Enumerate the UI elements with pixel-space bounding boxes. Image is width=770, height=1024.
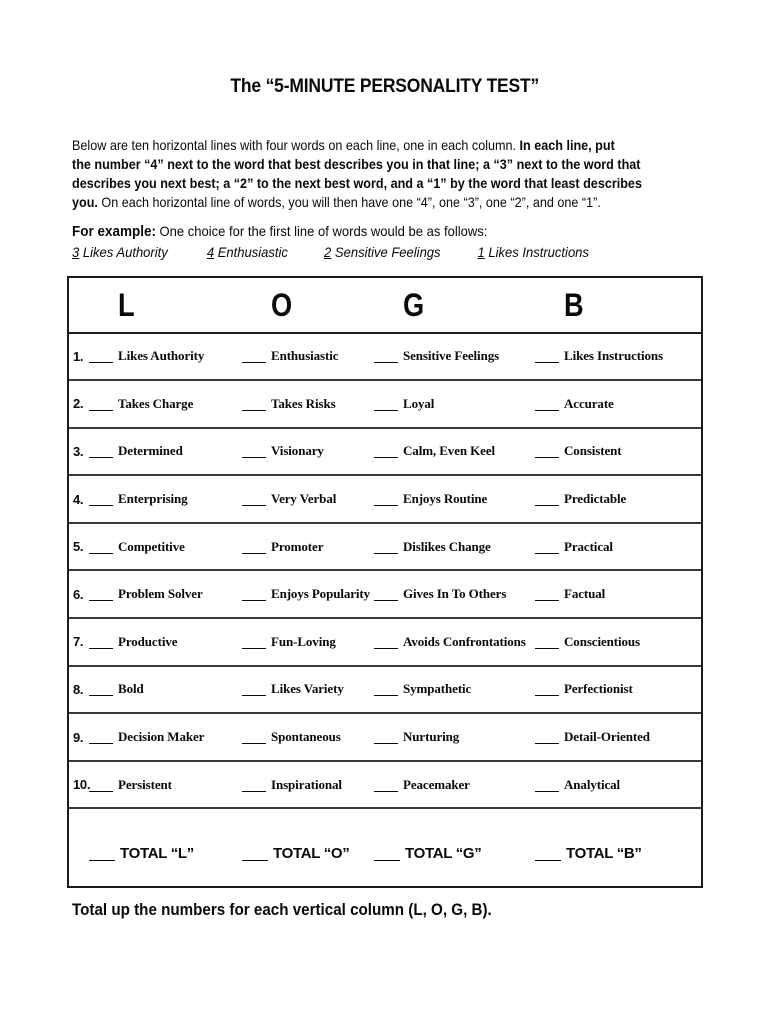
intro-text: On each horizontal line of words, you will then have one “4”, one “3”, one “2”, and one “1”. (97, 194, 601, 210)
trait-cell-l (89, 680, 242, 698)
row-number: 1. (73, 348, 84, 364)
row-number: 5. (73, 539, 84, 555)
trait-word: Visionary (271, 443, 324, 459)
intro-line (72, 193, 700, 212)
answer-blank[interactable] (89, 778, 113, 792)
trait-word: Avoids Confrontations (403, 633, 526, 649)
answer-blank[interactable] (374, 778, 398, 792)
trait-cell-g (374, 680, 535, 698)
trait-cell-l (89, 776, 242, 794)
trait-word: Gives In To Others (403, 586, 507, 602)
total-blank[interactable] (374, 847, 400, 861)
trait-word: Very Verbal (271, 491, 337, 507)
trait-cell-l (89, 490, 242, 508)
trait-cell-g (374, 347, 535, 365)
answer-blank[interactable] (535, 682, 559, 696)
example-item (477, 243, 588, 262)
trait-cell-o (242, 538, 374, 556)
intro-line (72, 155, 700, 174)
trait-word: Enthusiastic (271, 348, 339, 364)
trait-word: Likes Variety (271, 681, 344, 697)
answer-blank[interactable] (374, 349, 398, 363)
example-item (324, 243, 477, 262)
trait-cell-l (89, 728, 242, 746)
trait-word: Accurate (564, 395, 614, 411)
example-rank: 4 (206, 243, 215, 260)
answer-blank[interactable] (89, 397, 113, 411)
trait-word: Promoter (271, 538, 324, 554)
row-number: 10. (73, 777, 91, 793)
answer-blank[interactable] (535, 492, 559, 506)
intro-line (72, 136, 700, 155)
answer-blank[interactable] (89, 492, 113, 506)
table-header-row (69, 278, 701, 334)
row-number: 4. (73, 491, 84, 507)
trait-cell-o (242, 442, 374, 460)
answer-blank[interactable] (89, 444, 113, 458)
trait-word: Likes Instructions (564, 348, 663, 364)
table-row (69, 762, 701, 810)
answer-blank[interactable] (535, 778, 559, 792)
trait-word: Sensitive Feelings (403, 348, 500, 364)
answer-blank[interactable] (89, 730, 113, 744)
answer-blank[interactable] (374, 540, 398, 554)
trait-word: Practical (564, 538, 613, 554)
trait-cell-b (535, 538, 697, 556)
example-rank: 3 (72, 243, 80, 260)
trait-cell-b (535, 347, 697, 365)
example-label: For example: (72, 224, 156, 240)
trait-cell-b (535, 395, 697, 413)
answer-blank[interactable] (535, 540, 559, 554)
answer-blank[interactable] (89, 682, 113, 696)
trait-word: Enjoys Routine (403, 491, 488, 507)
table-row (69, 667, 701, 715)
trait-cell-g (374, 442, 535, 460)
answer-blank[interactable] (535, 349, 559, 363)
row-number: 7. (73, 634, 84, 650)
trait-word: Peacemaker (403, 776, 470, 792)
trait-cell-b (535, 633, 697, 651)
total-cell-o (242, 845, 374, 863)
answer-blank[interactable] (374, 397, 398, 411)
example-rank: 2 (324, 243, 332, 260)
answer-blank[interactable] (89, 540, 113, 554)
trait-cell-l (89, 347, 242, 365)
trait-word: Takes Risks (271, 395, 336, 411)
answer-blank[interactable] (242, 730, 266, 744)
trait-word: Competitive (118, 538, 185, 554)
trait-word: Nurturing (403, 729, 460, 745)
total-blank[interactable] (535, 847, 561, 861)
answer-blank[interactable] (374, 730, 398, 744)
answer-blank[interactable] (374, 587, 398, 601)
trait-word: Consistent (564, 443, 622, 459)
total-blank[interactable] (89, 847, 115, 861)
answer-blank[interactable] (89, 587, 113, 601)
trait-cell-o (242, 585, 374, 603)
trait-cell-g (374, 585, 535, 603)
intro-text-bold: In each line, put (519, 137, 615, 153)
example-lead-text: One choice for the first line of words would be as follows: (155, 223, 488, 239)
trait-word: Spontaneous (271, 729, 341, 745)
trait-cell-g (374, 633, 535, 651)
intro-paragraph (72, 136, 700, 212)
trait-cell-g (374, 538, 535, 556)
answer-blank[interactable] (374, 682, 398, 696)
table-row (69, 524, 701, 572)
trait-word: Persistent (118, 776, 172, 792)
trait-word: Determined (118, 443, 183, 459)
trait-word: Perfectionist (564, 681, 633, 697)
trait-cell-o (242, 776, 374, 794)
column-header-o: O (271, 286, 293, 323)
trait-word: Fun-Loving (271, 633, 336, 649)
answer-blank[interactable] (242, 349, 266, 363)
trait-cell-o (242, 395, 374, 413)
example-item (72, 243, 207, 262)
trait-word: Takes Charge (118, 395, 194, 411)
trait-cell-l (89, 538, 242, 556)
answer-blank[interactable] (535, 444, 559, 458)
trait-cell-g (374, 776, 535, 794)
intro-text-bold: describes you next best; a “2” to the next best word, and a “1” by the word that least describes (72, 175, 642, 191)
trait-cell-l (89, 585, 242, 603)
trait-cell-b (535, 490, 697, 508)
trait-cell-b (535, 585, 697, 603)
trait-word: Loyal (403, 395, 435, 411)
trait-cell-b (535, 776, 697, 794)
example-rank: 1 (477, 243, 485, 260)
answer-blank[interactable] (374, 492, 398, 506)
table-row (69, 334, 701, 382)
answer-blank[interactable] (89, 635, 113, 649)
column-header-g: G (403, 286, 425, 323)
trait-cell-b (535, 442, 697, 460)
trait-word: Inspirational (271, 776, 342, 792)
table-row (69, 619, 701, 667)
trait-word: Conscientious (564, 633, 640, 649)
row-number: 2. (73, 396, 84, 412)
trait-cell-l (89, 442, 242, 460)
trait-cell-g (374, 395, 535, 413)
table-row (69, 714, 701, 762)
trait-word: Problem Solver (118, 586, 203, 602)
answer-blank[interactable] (535, 587, 559, 601)
answer-blank[interactable] (242, 587, 266, 601)
intro-text-bold: the number “4” next to the word that best describes you in that line; a “3” next to the word that (72, 156, 641, 172)
column-header-l: L (118, 286, 135, 323)
answer-blank[interactable] (242, 397, 266, 411)
trait-cell-o (242, 728, 374, 746)
trait-cell-o (242, 347, 374, 365)
answer-blank[interactable] (242, 682, 266, 696)
totals-row (69, 809, 701, 885)
footer-instruction: Total up the numbers for each vertical column (L, O, G, B). (72, 900, 492, 919)
trait-cell-o (242, 680, 374, 698)
answer-blank[interactable] (242, 492, 266, 506)
trait-cell-g (374, 490, 535, 508)
column-header-b: B (564, 286, 584, 323)
answer-blank[interactable] (374, 444, 398, 458)
trait-word: Analytical (564, 776, 621, 792)
trait-word: Factual (564, 586, 606, 602)
intro-line (72, 174, 700, 193)
table-row (69, 476, 701, 524)
trait-cell-l (89, 395, 242, 413)
total-cell-b (535, 845, 697, 863)
example-lead (72, 222, 721, 242)
example-word: Likes Authority (79, 243, 168, 260)
row-number: 6. (73, 586, 84, 602)
trait-word: Predictable (564, 491, 627, 507)
row-number: 9. (73, 729, 84, 745)
trait-cell-o (242, 490, 374, 508)
example-word: Likes Instructions (484, 243, 589, 260)
answer-blank[interactable] (242, 540, 266, 554)
answer-blank[interactable] (535, 397, 559, 411)
trait-word: Detail-Oriented (564, 729, 650, 745)
answer-blank[interactable] (89, 349, 113, 363)
trait-cell-b (535, 728, 697, 746)
answer-blank[interactable] (242, 635, 266, 649)
row-number: 8. (73, 681, 84, 697)
trait-word: Enterprising (118, 491, 188, 507)
answer-blank[interactable] (242, 444, 266, 458)
page-title: The “5-MINUTE PERSONALITY TEST” (230, 76, 540, 97)
example-word: Sensitive Feelings (331, 243, 441, 260)
answer-blank[interactable] (535, 635, 559, 649)
total-label: TOTAL “O” (273, 845, 350, 863)
trait-word: Sympathetic (403, 681, 472, 697)
row-number: 3. (73, 443, 84, 459)
total-label: TOTAL “L” (120, 845, 194, 863)
trait-word: Likes Authority (118, 348, 205, 364)
intro-text: Below are ten horizontal lines with four words on each line, one in each column. (72, 137, 520, 153)
total-cell-l (89, 845, 242, 863)
trait-word: Decision Maker (118, 729, 205, 745)
trait-word: Enjoys Popularity (271, 586, 371, 602)
total-blank[interactable] (242, 847, 268, 861)
answer-blank[interactable] (242, 778, 266, 792)
table-row (69, 571, 701, 619)
total-label: TOTAL “B” (566, 845, 642, 863)
answer-blank[interactable] (374, 635, 398, 649)
table-row (69, 429, 701, 477)
total-label: TOTAL “G” (405, 845, 482, 863)
table-row (69, 381, 701, 429)
title-wrap (0, 76, 770, 98)
total-cell-g (374, 845, 535, 863)
trait-word: Productive (118, 633, 178, 649)
trait-cell-g (374, 728, 535, 746)
personality-test-table (67, 276, 703, 888)
trait-word: Dislikes Change (403, 538, 491, 554)
trait-cell-b (535, 680, 697, 698)
example-block (72, 222, 721, 262)
answer-blank[interactable] (535, 730, 559, 744)
trait-word: Calm, Even Keel (403, 443, 496, 459)
trait-word: Bold (118, 681, 144, 697)
example-items (72, 243, 721, 262)
trait-cell-o (242, 633, 374, 651)
trait-cell-l (89, 633, 242, 651)
intro-text-bold: you. (72, 194, 98, 210)
example-word: Enthusiastic (214, 243, 288, 260)
example-item (207, 243, 324, 262)
